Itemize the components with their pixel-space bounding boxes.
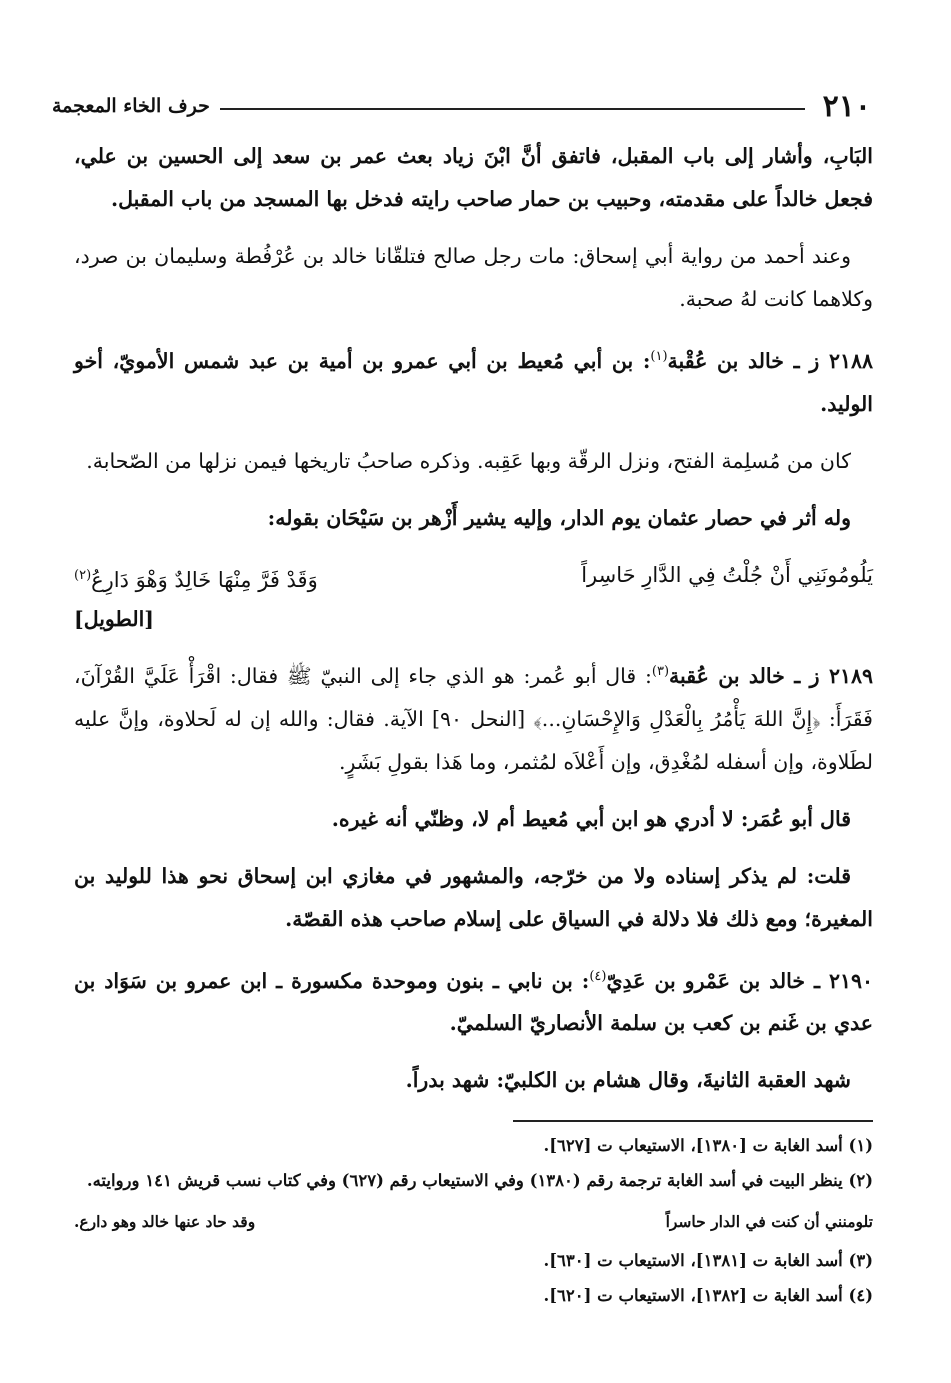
- paragraph-verse-intro: وله أثر في حصار عثمان يوم الدار، وإليه يشير أَزْهر بن سَيْحَان بقوله:: [267, 505, 851, 530]
- entry-2189-heading: ٢١٨٩ ز ـ خالد بن عُقبة: [669, 663, 873, 688]
- entry-2188: [74, 335, 873, 426]
- entry-2189-text: : قال أبو عُمر: هو الذي جاء إلى النبيّ ﷺ فقال: اقْرَأْ عَلَيَّ القُرْآنَ، فَقَرَأَ: ﴿إِنَّ اللهَ يَأْمُرُ بِالْعَدْلِ وَالإِحْسَانِ...﴾ [النحل ٩٠] الآية. فقال: والله إن له لَحلاوة، وإنَّ عليه لطَلاوة، وإن أسفله لمُغْدِق، وإن أَعْلاَه لمُثمر، وما هَذا بقولِ بَشَرٍ.: [74, 663, 873, 774]
- footnote-ref-3: (٣): [651, 663, 670, 679]
- paragraph-comment: قلت: لم يذكر إسناده ولا من خرّجه، والمشهور في مغازي ابن إسحاق نحو هذا للوليد بن المغيرة؛ ومع ذلك فلا دلالة في السياق على إسلام صاحب هذه القصّة.: [74, 863, 873, 931]
- footnote-verse-second: وقد حاد عنها خالد وهو دارع.: [74, 1212, 256, 1231]
- entry-2190-heading: ٢١٩٠ ـ خالد بن عَمْرو بن عَدِيّ: [606, 968, 873, 993]
- running-title: حرف الخاء المعجمة: [52, 95, 210, 117]
- page-number: ٢١٠: [822, 88, 871, 124]
- footnote-4: (٤) أسد الغابة ت [١٣٨٢]، الاستيعاب ت [٦٢٠].: [543, 1286, 873, 1305]
- footnote-1: (١) أسد الغابة ت [١٣٨٠]، الاستيعاب ت [٦٢٧].: [543, 1136, 873, 1155]
- entry-2190-text: : بن نابي ـ بنون وموحدة مكسورة ـ ابن عمرو بن سَوَاد بن عدي بن غَنم بن كعب بن سلمة الأنصاريّ السلميّ.: [74, 968, 873, 1036]
- footnote-verse-first: تلومنني أن كنت في الدار حاسراً: [665, 1212, 873, 1231]
- footnote-3: (٣) أسد الغابة ت [١٣٨١]، الاستيعاب ت [٦٣٠].: [543, 1251, 873, 1270]
- footnote-ref-1: (١): [650, 349, 668, 364]
- paragraph-raqqa: كان من مُسلِمة الفتح، ونزل الرقّة وبها عَقِبه. وذكره صاحبُ تاريخها فيمن نزلها من الصّحابة.: [86, 448, 851, 473]
- main-text: [74, 135, 873, 1116]
- entry-2188-text: : بن أبي مُعيط بن أبي عمرو بن أمية بن عبد شمس الأمويّ، أخو الوليد.: [74, 348, 873, 416]
- verse-first-hemistich: يَلُومُونَنِي أَنْ جُلْتُ فِي الدَّارِ حَاسِراً: [581, 562, 873, 587]
- footnote-ref-2: (٢): [74, 567, 92, 583]
- paragraph-aqaba: شهد العقبة الثانيةَ، وقال هشام بن الكلبيّ: شهد بدراً.: [405, 1068, 851, 1093]
- paragraph-continuation: البَابِ، وأشار إلى باب المقبل، فاتفق أنَّ ابْنَ زياد بعث عمر بن سعد إلى الحسين بن علي، فجعل خالداً على مقدمته، وحبيب بن حمار صاحب رايته فدخل بها المسجد من باب المقبل.: [74, 144, 873, 211]
- footnote-ref-4: (٤): [589, 968, 607, 984]
- verse-second-hemistich: [74, 554, 318, 602]
- paragraph-ahmad-report: وعند أحمد من رواية أبي إسحاق: مات رجل صالح فتلقّانا خالد بن عُرْفُطة وسليمان بن صرد، وكلاهما كانت لهُ صحبة.: [74, 244, 873, 311]
- entry-2190: [74, 955, 873, 1046]
- page-header: [52, 86, 871, 126]
- poetic-meter: [الطويل]: [74, 606, 154, 631]
- footnote-rule: [513, 1120, 873, 1122]
- header-rule: [220, 108, 805, 110]
- footnotes-section: [74, 1120, 873, 1315]
- footnote-2: (٢) ينظر البيت في أسد الغابة ترجمة رقم (١٣٨٠) وفي الاستيعاب رقم (٦٢٧) وفي كتاب نسب قريش ١٤١ وروايته.: [86, 1171, 873, 1190]
- verse-second-hemistich-text: وَقَدْ فَرَّ مِنْهَا خَالِدٌ وَهْوَ دَارِعُ: [91, 567, 318, 592]
- paragraph-abu-umar: قال أبو عُمَر: لا أدري هو ابن أبي مُعيط أم لا، وظنّي أنه غيره.: [331, 806, 851, 831]
- footnote-verse: [74, 1206, 873, 1237]
- poetry-verse: [74, 554, 873, 602]
- entry-2188-heading: ٢١٨٨ ز ـ خالد بن عُقْبة: [667, 348, 873, 373]
- entry-2189: [74, 650, 873, 784]
